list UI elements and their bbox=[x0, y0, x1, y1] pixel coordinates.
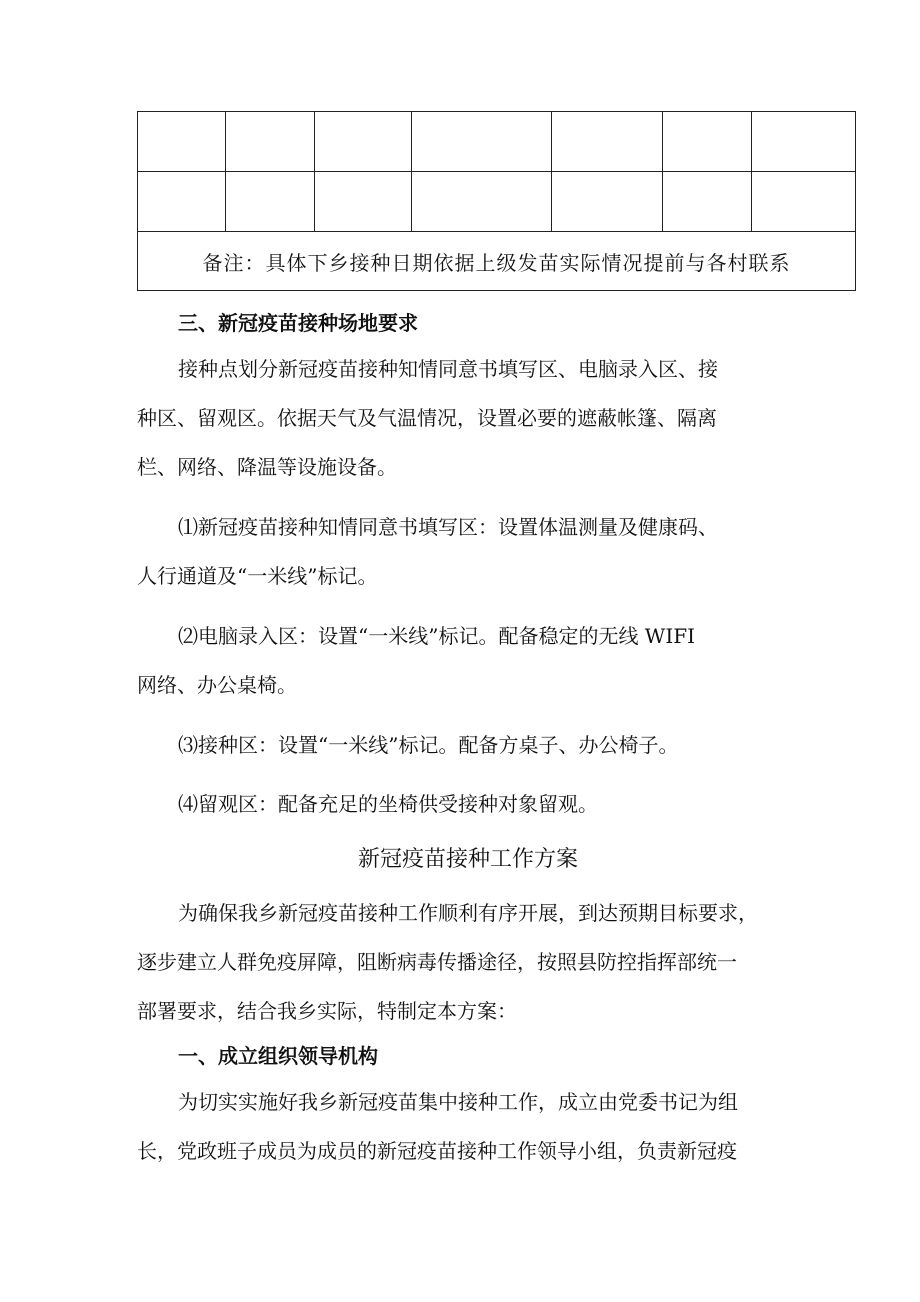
list-item-observation-area: ⑷留观区：配备充足的坐椅供受接种对象留观。 bbox=[178, 792, 598, 816]
document-title: 新冠疫苗接种工作方案 bbox=[358, 847, 579, 872]
table-cell bbox=[412, 112, 552, 172]
list-item-vaccination-area: ⑶接种区：设置“一米线”标记。配备方桌子、办公椅子。 bbox=[178, 733, 679, 757]
section-heading-organization: 一、成立组织领导机构 bbox=[178, 1044, 378, 1068]
paragraph-line: 长，党政班子成员为成员的新冠疫苗接种工作领导小组，负责新冠疫 bbox=[137, 1139, 737, 1163]
paragraph-line: 部署要求，结合我乡实际，特制定本方案： bbox=[137, 999, 517, 1023]
table-row bbox=[138, 112, 856, 172]
table-cell bbox=[226, 172, 315, 232]
table-cell bbox=[138, 172, 226, 232]
table-cell bbox=[315, 112, 412, 172]
table-note: 备注：具体下乡接种日期依据上级发苗实际情况提前与各村联系 bbox=[138, 232, 856, 291]
list-item-entry-area: ⑵电脑录入区：设置“一米线”标记。配备稳定的无线 WIFI bbox=[178, 624, 696, 648]
paragraph-line: 接种点划分新冠疫苗接种知情同意书填写区、电脑录入区、接 bbox=[178, 357, 718, 381]
table-cell bbox=[138, 112, 226, 172]
table-cell bbox=[752, 112, 856, 172]
table-cell bbox=[552, 172, 663, 232]
section-heading-venue: 三、新冠疫苗接种场地要求 bbox=[178, 311, 418, 335]
table-row bbox=[138, 172, 856, 232]
schedule-table bbox=[137, 111, 856, 291]
table-note-row bbox=[138, 232, 856, 291]
list-item-consent-area: ⑴新冠疫苗接种知情同意书填写区：设置体温测量及健康码、 bbox=[178, 515, 718, 539]
table-cell bbox=[663, 172, 752, 232]
table-cell bbox=[552, 112, 663, 172]
paragraph-line: 为确保我乡新冠疫苗接种工作顺利有序开展，到达预期目标要求， bbox=[178, 901, 758, 925]
paragraph-line: 为切实实施好我乡新冠疫苗集中接种工作，成立由党委书记为组 bbox=[178, 1090, 738, 1114]
table-cell bbox=[226, 112, 315, 172]
list-item-consent-area-cont: 人行通道及“一米线”标记。 bbox=[137, 564, 378, 588]
paragraph-line: 栏、网络、降温等设施设备。 bbox=[137, 455, 397, 479]
table-cell bbox=[752, 172, 856, 232]
list-item-entry-area-cont: 网络、办公桌椅。 bbox=[137, 673, 297, 697]
paragraph-line: 逐步建立人群免疫屏障，阻断病毒传播途径，按照县防控指挥部统一 bbox=[137, 950, 737, 974]
table-cell bbox=[663, 112, 752, 172]
paragraph-line: 种区、留观区。依据天气及气温情况，设置必要的遮蔽帐篷、隔离 bbox=[137, 406, 717, 430]
table-cell bbox=[412, 172, 552, 232]
table-cell bbox=[315, 172, 412, 232]
